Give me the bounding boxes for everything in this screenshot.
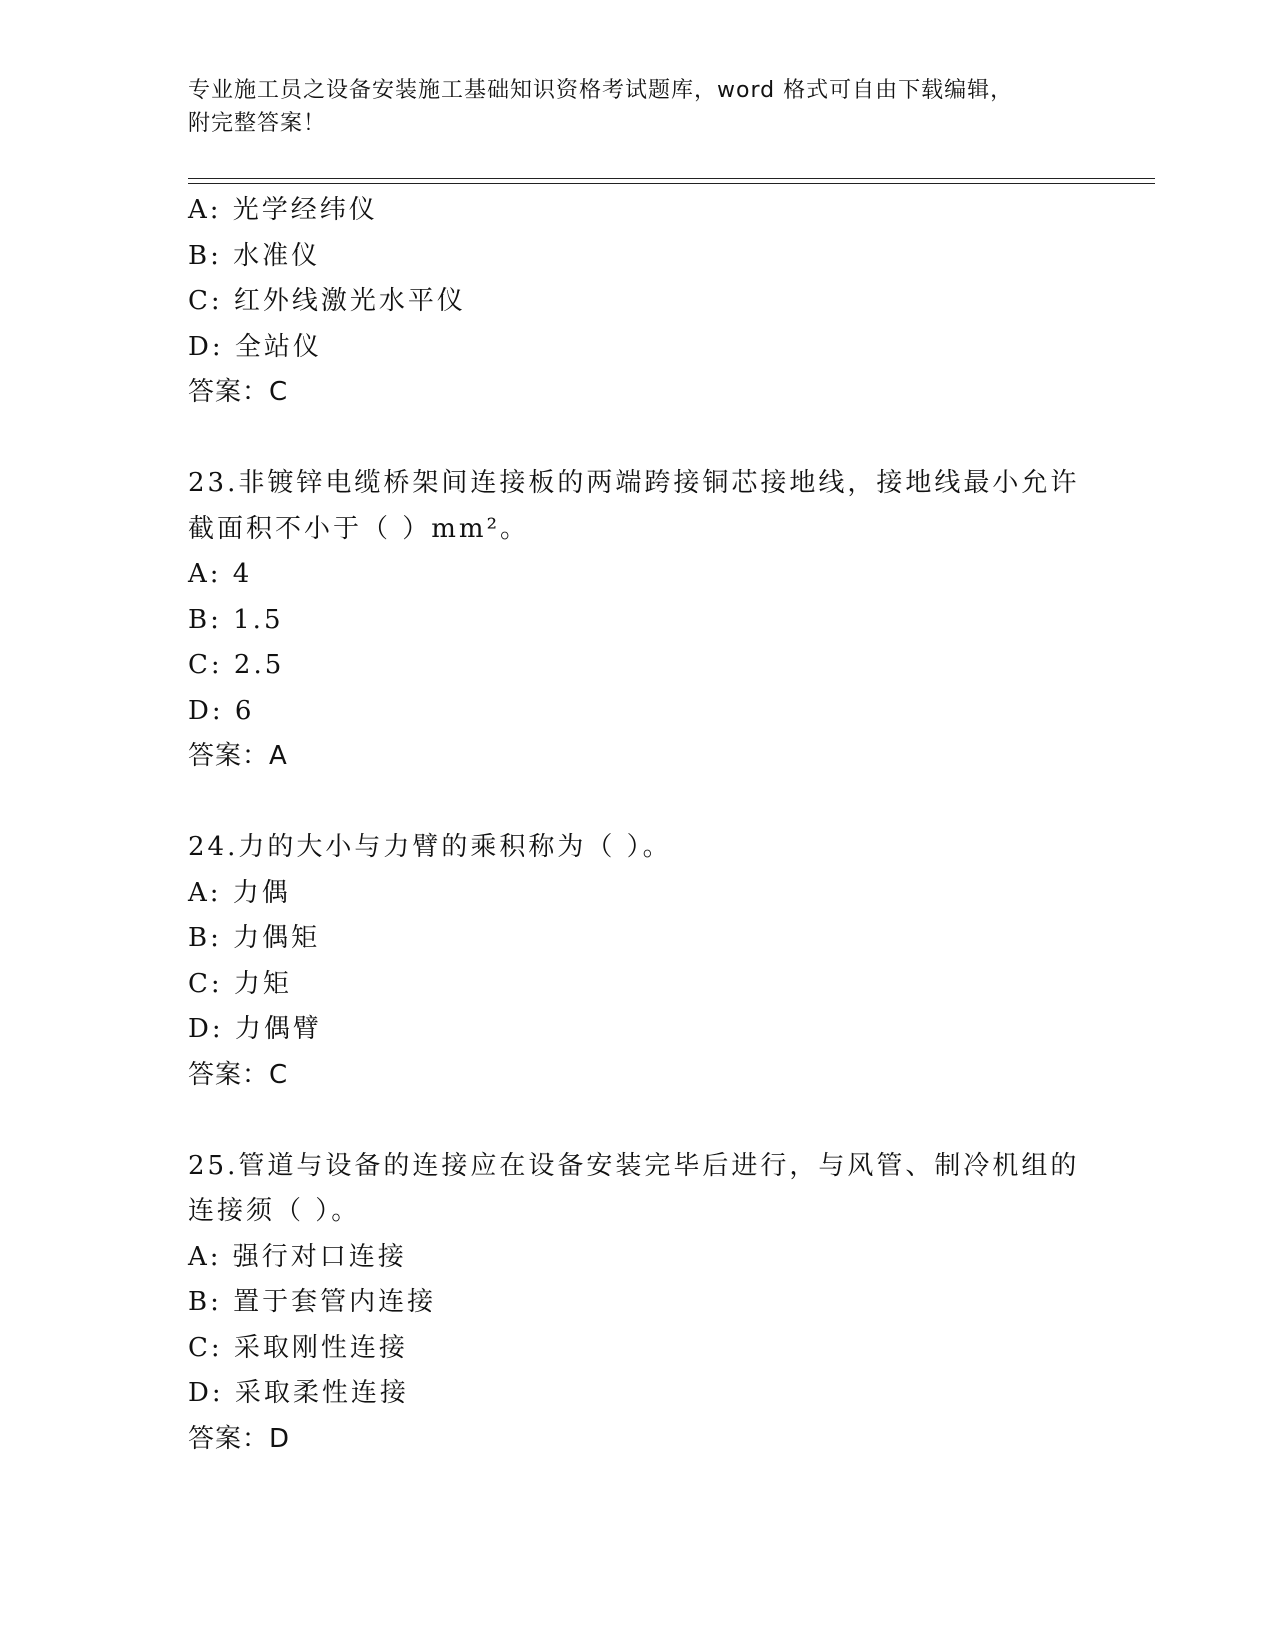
- answer-line: 答案：A: [188, 741, 288, 771]
- header-line-2: 附完整答案！: [188, 111, 327, 136]
- answer-line: 答案：C: [188, 377, 289, 407]
- question-block: [188, 188, 1088, 416]
- question-text-continued: 截面积不小于（ ）mm²。: [188, 513, 529, 544]
- option-d: D: 全站仪: [188, 331, 322, 362]
- option-b: B: 1.5: [188, 604, 284, 635]
- option-d: D: 采取柔性连接: [188, 1378, 409, 1408]
- document-header: [188, 74, 1088, 140]
- question-block: [188, 461, 1088, 780]
- question-text: 25.管道与设备的连接应在设备安装完毕后进行，与风管、制冷机组的: [188, 1150, 1080, 1181]
- option-c: C: 红外线激光水平仪: [188, 286, 466, 316]
- option-b: B: 力偶矩: [188, 923, 321, 953]
- option-b: B: 水准仪: [188, 240, 321, 271]
- option-d: D: 6: [188, 695, 255, 726]
- option-b: B: 置于套管内连接: [188, 1287, 437, 1317]
- option-a: A: 力偶: [188, 877, 291, 908]
- header-divider: [188, 178, 1155, 184]
- question-block: [188, 1144, 1088, 1463]
- option-a: A: 光学经纬仪: [188, 195, 378, 225]
- answer-line: 答案：C: [188, 1059, 289, 1090]
- option-a: A: 强行对口连接: [188, 1241, 407, 1272]
- option-c: C: 采取刚性连接: [188, 1332, 408, 1363]
- question-block: [188, 825, 1088, 1098]
- question-list: [188, 188, 1088, 1462]
- question-text: 23.非镀锌电缆桥架间连接板的两端跨接铜芯接地线，接地线最小允许: [188, 468, 1080, 498]
- option-d: D: 力偶臂: [188, 1014, 322, 1044]
- option-c: C: 力矩: [188, 968, 292, 999]
- question-text-continued: 连接须（ ）。: [188, 1196, 361, 1226]
- block-spacer: [188, 1098, 1088, 1144]
- option-c: C: 2.5: [188, 650, 285, 680]
- option-a: A: 4: [188, 559, 253, 589]
- header-line-1: 专业施工员之设备安装施工基础知识资格考试题库，word 格式可自由下载编辑，: [188, 78, 1014, 103]
- block-spacer: [188, 780, 1088, 826]
- question-text: 24.力的大小与力臂的乘积称为（ ）。: [188, 832, 672, 862]
- answer-line: 答案：D: [188, 1423, 291, 1454]
- block-spacer: [188, 416, 1088, 462]
